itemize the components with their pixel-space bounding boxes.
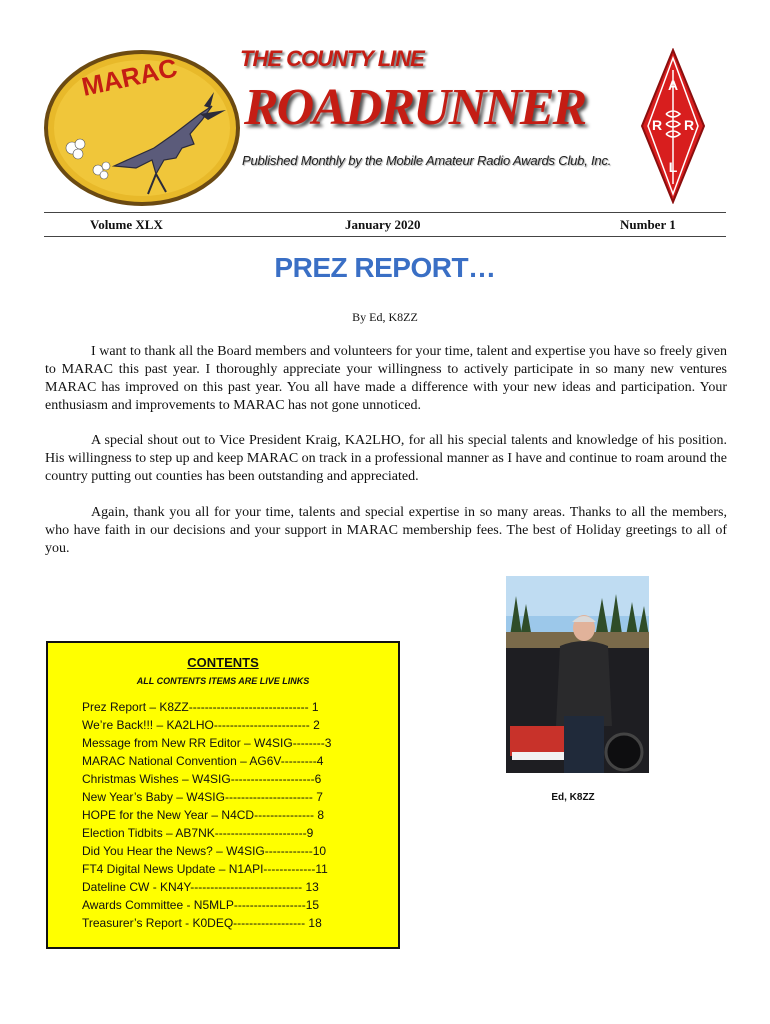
contents-item-link[interactable]: Christmas Wishes – W4SIG---------------------6	[82, 772, 322, 786]
contents-item-link[interactable]: FT4 Digital News Update – N1API-------------11	[82, 862, 328, 876]
contents-item-link[interactable]: MARAC National Convention – AG6V---------4	[82, 754, 324, 768]
article-paragraph: Again, thank you all for your time, talents and special expertise in so many areas. Thanks to all the members, who have faith in our decisions and your support in MARAC membership fees. The best of Holiday greetings to all of you.	[45, 505, 727, 556]
newsletter-title-line1: THE COUNTY LINE	[240, 46, 424, 71]
arrl-diamond-logo	[640, 48, 706, 204]
contents-box	[46, 641, 400, 949]
arrl-letter: R	[683, 117, 695, 133]
newsletter-title: ROADRUNNER	[244, 79, 586, 136]
issue-date: January 2020	[345, 217, 421, 232]
contents-item-link[interactable]: Message from New RR Editor – W4SIG--------3	[82, 736, 332, 750]
ed-k8zz-photo	[506, 576, 649, 773]
svg-text:MARAC: MARAC	[79, 52, 180, 102]
contents-note: ALL CONTENTS ITEMS ARE LIVE LINKS	[136, 676, 310, 686]
contents-item-link[interactable]: New Year’s Baby – W4SIG---------------------- 7	[82, 790, 323, 804]
contents-item-link[interactable]: Dateline CW - KN4Y---------------------------- 13	[82, 880, 319, 894]
arrl-letter: R	[651, 117, 663, 133]
contents-item-link[interactable]: Prez Report – K8ZZ------------------------------ 1	[82, 700, 319, 714]
contents-item-link[interactable]: We’re Back!!! – KA2LHO------------------------ 2	[82, 718, 320, 732]
contents-item-link[interactable]: Awards Committee - N5MLP------------------15	[82, 898, 320, 912]
contents-list	[82, 698, 331, 932]
article-byline: By Ed, K8ZZ	[352, 310, 418, 324]
newsletter-subtitle: Published Monthly by the Mobile Amateur Radio Awards Club, Inc.	[242, 153, 612, 168]
issue-number: Number 1	[620, 217, 676, 232]
article-title: PREZ REPORT…	[274, 252, 496, 283]
contents-item-link[interactable]: HOPE for the New Year – N4CD--------------- 8	[82, 808, 325, 822]
contents-item-link[interactable]: Treasurer’s Report - K0DEQ------------------ 18	[82, 916, 322, 930]
arrl-letter: A	[667, 77, 679, 93]
issue-bar-top-rule	[44, 212, 726, 213]
arrl-letter: L	[668, 159, 678, 175]
issue-bar-bottom-rule	[44, 236, 726, 237]
article-paragraph: I want to thank all the Board members and volunteers for your time, talent and expertise you have so freely given to MARAC this past year. I thoroughly appreciate your willingness to actively participate in so many new ventures MARAC has improved on this past year. You all have made a difference with your new ideas and participation. Your enthusiasm and improvements to MARAC has not gone unnoticed.	[45, 344, 727, 413]
contents-item-link[interactable]: Did You Hear the News? – W4SIG------------10	[82, 844, 327, 858]
contents-heading: CONTENTS	[187, 655, 259, 670]
marac-roadrunner-logo	[44, 48, 240, 206]
article-paragraph: A special shout out to Vice President Kraig, KA2LHO, for all his special talents and knowledge of his position. His willingness to step up and keep MARAC on track in a professional manner as I have and continue to roam around the country putting out counties has been outstanding and appreciated.	[45, 433, 727, 484]
issue-volume: Volume XLX	[90, 217, 163, 232]
photo-caption: Ed, K8ZZ	[551, 792, 595, 803]
contents-item-link[interactable]: Election Tidbits – AB7NK-----------------------9	[82, 826, 314, 840]
